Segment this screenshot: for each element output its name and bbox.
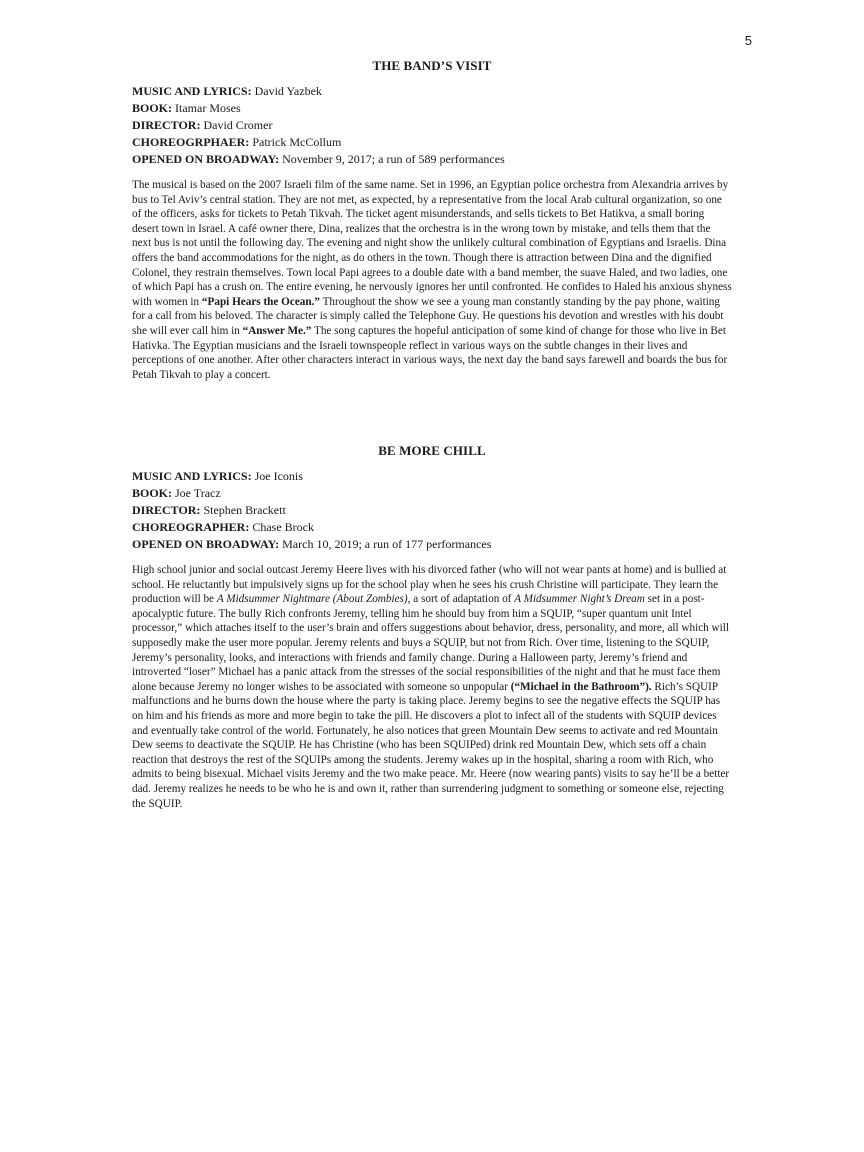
credit-director (132, 502, 732, 519)
credit-choreographer (132, 519, 732, 536)
credit-label: CHOREOGRPHAER: (132, 135, 250, 149)
play-title: A Midsummer Nightmare (About Zombies) (216, 593, 408, 606)
credit-label: CHOREOGRAPHER: (132, 520, 250, 534)
synopsis-text: High school junior and social outcast Jeremy Heere lives with his divorced father (who will not wear pants at home) and is bullied at school. He reluctantly but impulsively signs up for the school play when he sees his crush Christine will participate. They learn the production will be (132, 564, 727, 606)
page-number: 5 (744, 33, 752, 48)
credit-label: MUSIC AND LYRICS: (132, 84, 252, 98)
synopsis-text: The song captures the hopeful anticipation of some kind of change for those who live in Bet Hativka. The Egyptian musicians and the Israeli townspeople reflect in various ways on the subtle changes in their lives and perceptions of one another. After other characters interact in various ways, the next day the band says farewell and boards the bus for Petah Tikvah to play a concert. (132, 324, 728, 381)
play-title: A Midsummer Night’s Dream (514, 593, 645, 606)
synopsis-text: Throughout the show we see a young man constantly standing by the pay phone, waiting for a call from his beloved. The character is simply called the Telephone Guy. He questions his devotion and wrestles with his doubt she will ever call him in (132, 295, 724, 337)
credit-value: Patrick McCollum (252, 135, 342, 149)
credit-value: David Cromer (203, 118, 273, 132)
credit-opened (132, 151, 732, 168)
song-title: (“Michael in the Bathroom”). (510, 680, 652, 693)
credit-book (132, 485, 732, 502)
section-title: THE BAND’S VISIT (372, 58, 492, 73)
synopsis (132, 563, 732, 811)
song-title: “Papi Hears the Ocean.” (201, 295, 320, 308)
credit-director (132, 117, 732, 134)
credit-label: MUSIC AND LYRICS: (132, 469, 252, 483)
credit-label: BOOK: (132, 101, 173, 115)
section-title: BE MORE CHILL (378, 443, 486, 458)
credit-book (132, 100, 732, 117)
credit-value: March 10, 2019; a run of 177 performances (282, 537, 492, 551)
song-title: “Answer Me.” (242, 324, 312, 337)
synopsis-text: The musical is based on the 2007 Israeli film of the same name. Set in 1996, an Egyptian police orchestra from Alexandria arrives by bus to Tel Aviv’s central station. They are not met, as expected, by a representative from the local Arab cultural organization, so one of the officers, asks for tickets to Petah Tikvah. The ticket agent misunderstands, and sells tickets to Bet Hatikva, a small boring desert town in Israel. A café owner there, Dina, realizes that the orchestra is in the wrong town by mistake, and tells them that the next bus is not until the following day. The evening and night show the unlikely cultural combination of Egyptians and Israelis. Dina offers the band accommodations for the night, as do others in the town. Though there is attraction between Dina and the dignified Colonel, they restrain themselves. Town local Papi agrees to a double date with a band member, the suave Haled, and two ladies, one of which Papi has a crush on. The entire evening, he nervously ignores her until confronted. He confides to Haled his anxious shyness with women in (132, 179, 732, 308)
credit-value: Chase Brock (252, 520, 314, 534)
credit-label: OPENED ON BROADWAY: (132, 537, 280, 551)
credit-value: Joe Iconis (254, 469, 303, 483)
credit-choreographer (132, 134, 732, 151)
credit-value: November 9, 2017; a run of 589 performances (282, 152, 505, 166)
section-bands-visit (132, 58, 732, 382)
credit-opened (132, 536, 732, 553)
credit-label: DIRECTOR: (132, 118, 201, 132)
synopsis-text: set in a post-apocalyptic future. The bully Rich confronts Jeremy, telling him he should buy from him a SQUIP, “super quantum unit Intel processor,” which attaches itself to the user’s brain and offers suggestions about behavior, dress, personality, and more, all which will supposedly make the user more popular. Jeremy relents and buys a SQUIP, but not from Rich. Over time, listening to the SQUIP, Jeremy’s personality, looks, and interactions with friends and family change. During a Halloween party, Jeremy’s friend and introverted “loser” Michael has a panic attack from the stresses of the social responsibilities of the night and that he must face them alone because Jeremy no longer wishes to be associated with someone so unpopular (132, 593, 729, 693)
synopsis-text: , a sort of adaptation of (407, 593, 515, 606)
credit-value: Joe Tracz (175, 486, 221, 500)
credit-music-lyrics (132, 83, 732, 100)
credit-music-lyrics (132, 468, 732, 485)
synopsis-text: Rich’s SQUIP malfunctions and he burns down the house where the party is taking place. Jeremy begins to see the negative effects the SQUIP has on him and his friends as more and more begin to take the pill. He discovers a plot to infect all of the students with SQUIP devices and eventually take control of the world. Fortunately, he also notices that green Mountain Dew seems to activate and red Mountain Dew seems to deactivate the SQUIP. He has Christine (who has been SQUIPed) drink red Mountain Dew, which sets off a chain reaction that destroys the rest of the SQUIPs among the students. Jeremy wakes up in the hospital, sharing a room with Rich, who admits to being bisexual. Michael visits Jeremy and the two make peace. Mr. Heere (now wearing pants) visits to say he’ll be a better dad. Jeremy realizes he needs to be who he is and own it, rather than surrendering judgment to something or someone else, rejecting the SQUIP. (132, 680, 730, 810)
credit-label: DIRECTOR: (132, 503, 201, 517)
credit-label: OPENED ON BROADWAY: (132, 152, 280, 166)
credit-value: David Yazbek (254, 84, 322, 98)
credit-value: Stephen Brackett (203, 503, 286, 517)
credit-label: BOOK: (132, 486, 173, 500)
credit-value: Itamar Moses (175, 101, 241, 115)
section-be-more-chill (132, 443, 732, 811)
synopsis (132, 178, 732, 382)
